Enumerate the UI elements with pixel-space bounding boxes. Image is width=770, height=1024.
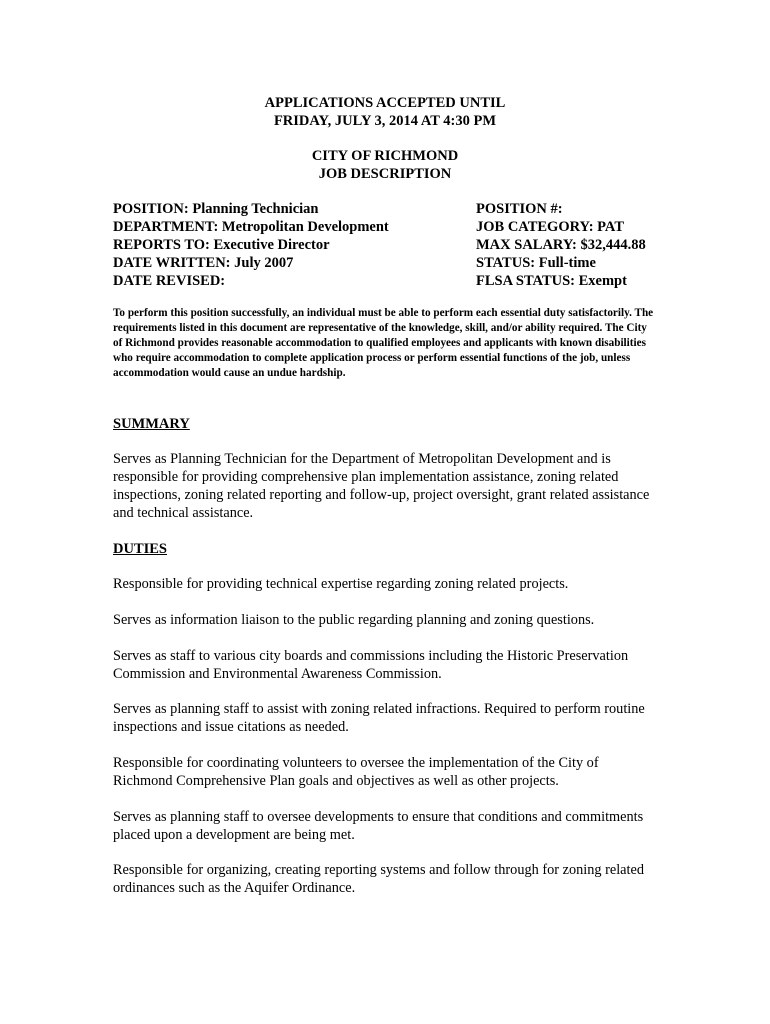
max-salary-field: MAX SALARY: $32,444.88	[476, 237, 646, 253]
duty-item: Serves as planning staff to assist with zoning related infractions. Required to perform routine inspections and issue citations as needed.	[113, 701, 645, 735]
header-deadline-line2: FRIDAY, JULY 3, 2014 AT 4:30 PM	[273, 113, 497, 129]
duty-item: Serves as staff to various city boards and commissions including the Historic Preservation Commission and Environmental Awareness Commission.	[113, 648, 629, 682]
accommodation-notice: To perform this position successfully, an individual must be able to perform each essential duty satisfactorily. The requirements listed in this document are representative of the knowledge, skill, and/or ability required. The City of Richmond provides reasonable accommodation to qualified employees and applicants with known disabilities who require accommodation to complete application process or perform essential functions of the job, unless accommodation would cause an undue hardship.	[113, 307, 654, 379]
header-city: CITY OF RICHMOND	[311, 148, 459, 164]
date-written-field: DATE WRITTEN: July 2007	[113, 255, 294, 271]
summary-heading: SUMMARY	[113, 416, 190, 432]
job-category-field: JOB CATEGORY: PAT	[476, 219, 624, 235]
duty-item: Serves as planning staff to oversee developments to ensure that conditions and commitments placed upon a development are being met.	[113, 809, 644, 843]
duty-item: Serves as information liaison to the public regarding planning and zoning questions.	[113, 612, 595, 628]
position-info-right	[476, 200, 646, 290]
duty-item: Responsible for organizing, creating reporting systems and follow through for zoning related ordinances such as the Aquifer Ordinance.	[113, 862, 644, 896]
flsa-status-field: FLSA STATUS: Exempt	[476, 273, 627, 289]
header-deadline-line1: APPLICATIONS ACCEPTED UNTIL	[264, 95, 506, 111]
position-info-left	[113, 200, 389, 290]
duties-heading: DUTIES	[113, 541, 167, 557]
duty-item: Responsible for providing technical expertise regarding zoning related projects.	[113, 576, 569, 592]
duty-item: Responsible for coordinating volunteers to oversee the implementation of the City of Richmond Comprehensive Plan goals and objectives as well as other projects.	[113, 755, 599, 789]
summary-text: Serves as Planning Technician for the Department of Metropolitan Development and is responsible for providing comprehensive plan implementation assistance, zoning related inspections, zoning related reporting and follow-up, project oversight, grant related assistance and technical assistance.	[113, 451, 650, 521]
reports-to-field: REPORTS TO: Executive Director	[113, 237, 330, 253]
position-field: POSITION: Planning Technician	[113, 201, 319, 217]
department-field: DEPARTMENT: Metropolitan Development	[113, 219, 389, 235]
position-number-field: POSITION #:	[476, 201, 563, 217]
status-field: STATUS: Full-time	[476, 255, 596, 271]
date-revised-field: DATE REVISED:	[113, 273, 226, 289]
header-doc-type: JOB DESCRIPTION	[318, 166, 452, 182]
